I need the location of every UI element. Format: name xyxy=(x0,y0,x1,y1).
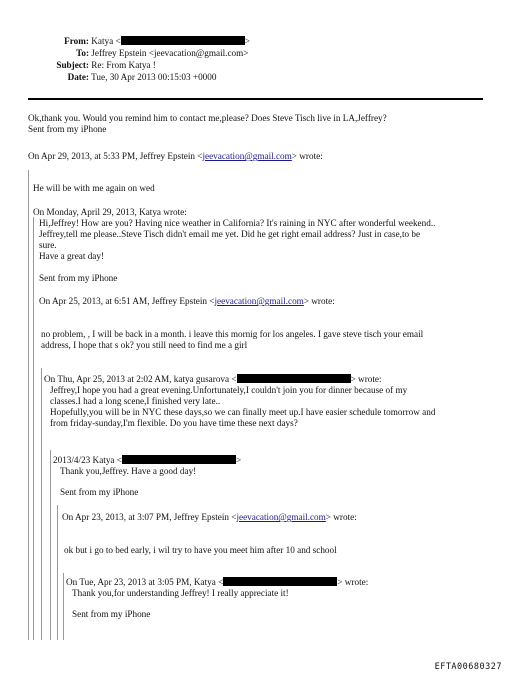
quote-bar xyxy=(50,450,51,640)
email-link[interactable]: jeevacation@gmail.com xyxy=(214,296,304,306)
message-line: sure. xyxy=(39,240,57,250)
date-label: Date: xyxy=(67,72,89,82)
from-value: Katya < xyxy=(91,36,121,46)
message-line: Jeffrey,I hope you had a great evening.Unfortunately,I couldn't join you for dinner because of my xyxy=(50,385,408,395)
quote-bar xyxy=(63,573,64,640)
message-line: Hi,Jeffrey! How are you? Having nice weather in California? It's raining in NYC after wonderful weekend.. xyxy=(39,218,436,228)
redaction-box xyxy=(223,577,337,586)
redaction-box xyxy=(237,374,351,383)
message-line: ok but i go to bed early, i wil try to have you meet him after 10 and school xyxy=(64,545,337,555)
quote-bar xyxy=(33,217,34,640)
message-line: no problem, , I will be back in a month. i leave this mornig for los angeles. I gave steve tisch your email xyxy=(41,329,424,339)
to-label: To: xyxy=(76,48,89,58)
header-date xyxy=(30,72,216,83)
message-line: Have a great day! xyxy=(39,251,105,261)
quote-attribution: On Apr 23, 2013, at 3:07 PM, Jeffrey Epstein <jeevacation@gmail.com> wrote: xyxy=(62,512,357,522)
header-to xyxy=(30,48,248,59)
message-line: He will be with me again on wed xyxy=(33,183,155,193)
header-subject xyxy=(30,60,156,71)
message-line: address, I hope that s ok? you still need to find me a girl xyxy=(41,340,248,350)
message-line: Jeffrey,tell me please..Steve Tisch didn't email me yet. Did he get right email address? Just in case,to be xyxy=(39,229,421,239)
message-line: Hopefully,you will be in NYC these days,so we can finally meet up.I have easier schedule tomorrow and xyxy=(50,407,436,417)
header-from: From: Katya < > xyxy=(30,36,250,47)
date-value: Tue, 30 Apr 2013 00:15:03 +0000 xyxy=(91,72,217,82)
quote-bar xyxy=(41,368,42,640)
message-line: Thank you,for understanding Jeffrey! I really appreciate it! xyxy=(72,588,289,598)
quote-attribution: On Monday, April 29, 2013, Katya wrote: xyxy=(33,207,187,217)
subject-label: Subject: xyxy=(56,60,89,70)
quote-attribution: On Tue, Apr 23, 2013 at 3:05 PM, Katya < > wrote: xyxy=(66,577,369,587)
to-value: Jeffrey Epstein <jeevacation@gmail.com> xyxy=(91,48,249,58)
quote-attribution: On Apr 25, 2013, at 6:51 AM, Jeffrey Epstein <jeevacation@gmail.com> wrote: xyxy=(39,296,335,306)
from-label: From: xyxy=(64,36,89,46)
message-line: from friday-sunday,I'm flexible. Do you have time these next days? xyxy=(50,418,298,428)
message-line: classes.I had a long scene,I finished very late.. xyxy=(50,396,221,406)
header-divider xyxy=(28,98,483,100)
redaction-box xyxy=(122,455,236,464)
signature: Sent from my iPhone xyxy=(39,273,118,283)
redaction-box xyxy=(121,36,245,45)
bates-number: EFTA00680327 xyxy=(434,662,502,672)
signature: Sent from my iPhone xyxy=(72,609,151,619)
quote-bar xyxy=(57,505,58,640)
quote-bar xyxy=(28,170,29,640)
email-link[interactable]: jeevacation@gmail.com xyxy=(202,151,292,161)
quote-attribution: 2013/4/23 Katya < > xyxy=(53,455,242,465)
quote-attribution: On Thu, Apr 25, 2013 at 2:02 AM, katya gusarova < > wrote: xyxy=(44,374,382,384)
quote-attribution: On Apr 29, 2013, at 5:33 PM, Jeffrey Epstein <jeevacation@gmail.com> wrote: xyxy=(28,151,323,161)
message-line: Ok,thank you. Would you remind him to contact me,please? Does Steve Tisch live in LA,Jeffrey? xyxy=(28,113,387,123)
email-link[interactable]: jeevacation@gmail.com xyxy=(236,512,326,522)
signature: Sent from my iPhone xyxy=(28,124,107,134)
subject-value: Re: From Katya ! xyxy=(91,60,156,70)
message-line: Thank you,Jeffrey. Have a good day! xyxy=(60,466,197,476)
signature: Sent from my iPhone xyxy=(60,487,139,497)
